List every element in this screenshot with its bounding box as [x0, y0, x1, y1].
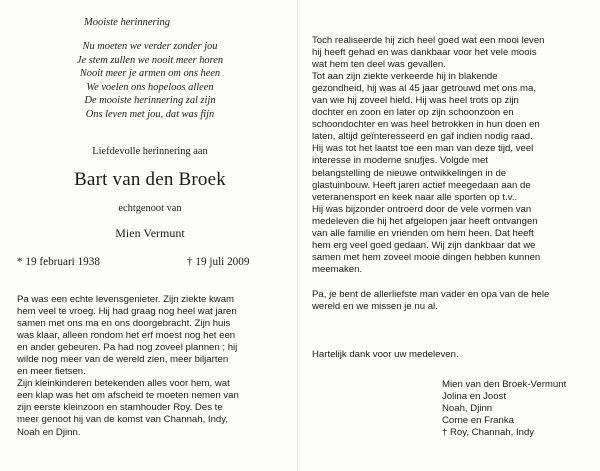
family-member: Corne en Franka — [442, 414, 514, 426]
spouse-name: Mien Vermunt — [115, 226, 185, 240]
text-line: gezondheid, hij was al 45 jaar getrouwd met ons ma, — [312, 83, 536, 95]
text-line: Tot aan zijn ziekte verkeerde hij in blakende — [312, 71, 498, 83]
text-line: medeleven die hij het afgelopen jaar heeft ontvangen — [312, 215, 538, 227]
poem — [0, 40, 300, 121]
text-line: wereld en we missen je nu al. — [312, 301, 438, 313]
text-line: laten, altijd geïnteresseerd en gaf indien nodig raad. — [312, 131, 533, 143]
text-line: Hij was tot het laatst toe een man van deze tijd, veel — [312, 143, 534, 155]
thanks-line: Hartelijk dank voor uw medeleven. — [312, 349, 459, 360]
text-line: Zijn kleinkinderen betekenden alles voor hem, wat — [17, 378, 230, 390]
poem-line: Nooit meer je armen om ons heen — [79, 68, 221, 79]
text-line: wat hem ten deel was gevallen. — [312, 59, 446, 71]
text-line: Toch realiseerde hij zich heel goed wat een mooi leven — [312, 35, 545, 46]
text-line: van alle familie en vrienden om hem heen. Dat heeft — [312, 227, 534, 239]
birth-date: * 19 februari 1938 — [17, 256, 100, 268]
text-line: Pa, je bent de allerliefste man vader en opa van de hele — [312, 289, 550, 300]
poem-line: Nu moeten we verder zonder jou — [82, 41, 218, 52]
text-line: hem veel te vroeg. Hij had graag nog heel wat jaren — [17, 306, 237, 318]
poem-line: Ons leven met jou, dat was fijn — [85, 108, 215, 120]
text-line: dochter en zoon en later op zijn schoonzoon en — [312, 107, 514, 119]
closing-message — [312, 289, 549, 313]
text-line: glastuinbouw. Heeft jaren actief meegedaan aan de — [312, 179, 531, 191]
text-line: wilde nog meer van de wereld zien, meer biljarten — [17, 354, 229, 366]
text-line: belangstelling de nieuwe ontwikkelingen in de — [312, 167, 507, 179]
biography-right — [312, 35, 594, 276]
memory-label: Liefdevolle herinnering aan — [92, 146, 208, 157]
text-line: hij heeft gehad en was dankbaar voor het vele moois — [312, 47, 537, 59]
poem-line: We voelen ons hopeloos alleen — [86, 81, 214, 93]
text-line: samen met ons ma en ons doorgebracht. Zijn huis — [17, 318, 231, 330]
text-line: van wie hij zoveel hield. Hij was heel trots op zijn — [312, 95, 519, 107]
text-line: Noah en Djinn. — [17, 426, 81, 438]
poem-line: De mooiste herinnering zal zijn — [84, 95, 216, 106]
text-line: en meer fietsen. — [17, 366, 86, 378]
text-line: zijn eerste kleinzoon en stamhouder Roy. Des te — [17, 402, 223, 414]
text-line: schoondochter en was heel betrokken in hun doen en — [312, 119, 540, 131]
family-member: Jolina en Joost — [442, 390, 506, 402]
text-line: Hij was bijzonder ontroerd door de vele vormen van — [312, 203, 532, 215]
text-line: samen met hem zoveel mooie dingen hebben kunnen — [312, 251, 541, 263]
deceased-name: Bart van den Broek — [74, 169, 226, 190]
family-member: Noah, Djinn — [442, 402, 493, 414]
spouse-label: echtgenoot van — [118, 203, 182, 214]
text-line: meemaken. — [312, 263, 363, 275]
family-member: † Roy, Channah, Indy — [442, 426, 535, 438]
death-date: † 19 juli 2009 — [187, 256, 250, 268]
poem-title: Mooiste herinnering — [84, 17, 171, 28]
biography-left — [17, 294, 289, 439]
text-line: hem erg veel goed gedaan. Wij zijn dankbaar dat we — [312, 239, 536, 251]
text-line: een klap was het om afscheid te moeten nemen van — [17, 390, 239, 402]
text-line: veteranensport en keek naar alle sporten op t.v.. — [312, 191, 518, 203]
text-line: en ander gebeuren. Pa had nog zoveel plannen ; hij — [17, 342, 238, 354]
poem-line: Je stem zullen we nooit meer horen — [76, 54, 224, 66]
family-signatures — [442, 379, 566, 439]
text-line: interesse in moderne snufjes. Volgde met — [312, 155, 488, 167]
text-line: was klaar, alleen rondom het erf moest nog het een — [17, 330, 236, 342]
text-line: meer genoot hij van de komst van Channah, Indy, — [17, 414, 229, 426]
text-line: Pa was een echte levensgenieter. Zijn ziekte kwam — [17, 294, 235, 305]
family-member: Mien van den Broek-Vermunt — [442, 379, 567, 390]
